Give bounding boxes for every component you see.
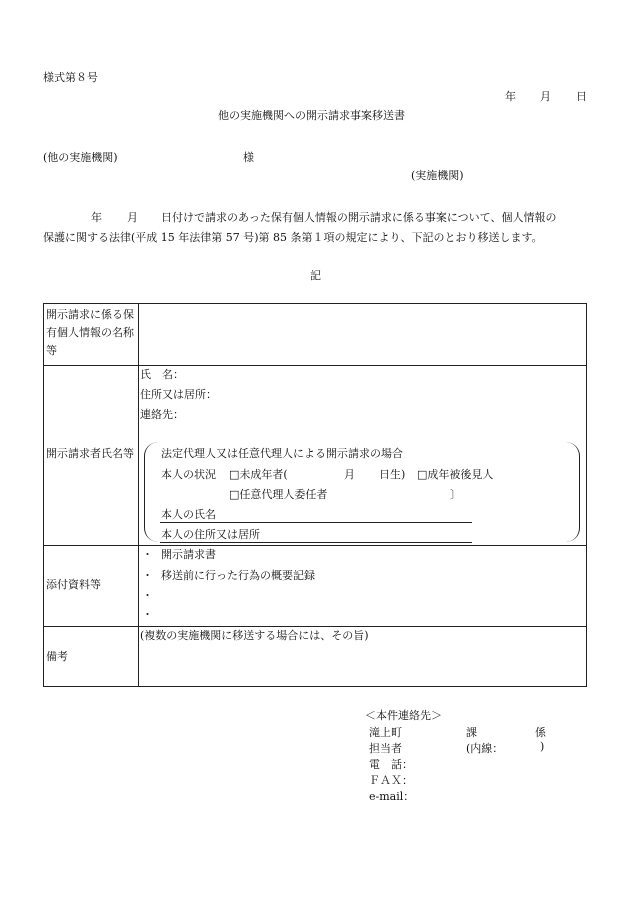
- date-month: 月: [540, 90, 551, 103]
- body-month: 月: [127, 211, 138, 224]
- form-number: 様式第８号: [43, 71, 98, 84]
- sender: (実施機関): [411, 169, 464, 182]
- principal-address-label: 本人の住所又は居所: [161, 528, 260, 541]
- contact-fax: ＦＡＸ：: [369, 774, 413, 787]
- agent-heading: 法定代理人又は任意代理人による開示請求の場合: [161, 447, 403, 460]
- row-divider-1: [44, 365, 586, 366]
- row3-label: 添付資料等: [46, 578, 101, 591]
- attachment-bullet-1: ・: [142, 548, 153, 561]
- contact-town: 滝上町: [369, 726, 402, 739]
- row1-label-line-3: 等: [46, 344, 57, 357]
- attachment-bullet-4: ・: [142, 608, 153, 621]
- principal-name-label: 本人の氏名: [161, 508, 216, 521]
- attachment-bullet-2: ・: [142, 569, 153, 582]
- contact-phone: 電 話：: [369, 758, 413, 771]
- row4-label: 備考: [46, 650, 68, 663]
- contact-email: e-mail：: [369, 790, 415, 803]
- body-line-2: 保護に関する法律(平成 15 年法律第 57 号)第 85 条第１項の規定により、下記のとおり移送します。: [43, 231, 543, 244]
- contact-heading: ＜本件連絡先＞: [365, 709, 442, 722]
- principal-address-underline: [160, 542, 472, 543]
- ki-heading: 記: [310, 269, 321, 282]
- contact-section: 課: [466, 726, 477, 739]
- row2-label: 開示請求者氏名等: [46, 447, 134, 460]
- date-year: 年: [505, 90, 516, 103]
- attachment-bullet-3: ・: [142, 589, 153, 602]
- honorific: 様: [243, 151, 254, 164]
- row-divider-2: [44, 545, 586, 546]
- minor-checkbox: □未成年者(: [229, 468, 288, 481]
- adult-ward-checkbox: □成年被後見人: [417, 468, 494, 481]
- row-divider-3: [44, 626, 586, 627]
- contact-extension: (内線：: [466, 742, 504, 755]
- row1-label-line-1: 開示請求に係る保: [46, 308, 134, 321]
- contact-extension-close: ): [540, 740, 545, 753]
- table-column-divider: [138, 304, 139, 686]
- document-title: 他の実施機関への開示請求事案移送書: [218, 109, 405, 122]
- voluntary-agent-checkbox: □任意代理人委任者: [229, 488, 328, 501]
- transfer-table: [43, 303, 587, 687]
- attachment-item-1: 開示請求書: [161, 548, 216, 561]
- date-day: 日: [576, 90, 587, 103]
- birth-month: 月: [344, 468, 355, 481]
- birth-day: 日生): [379, 468, 406, 481]
- remarks-note: (複数の実施機関に移送する場合には、その旨): [140, 629, 369, 642]
- requester-name-field: 氏 名：: [140, 368, 184, 381]
- requester-address-field: 住所又は居所：: [140, 388, 217, 401]
- principal-status-label: 本人の状況: [161, 468, 216, 481]
- attachment-item-2: 移送前に行った行為の概要記録: [161, 569, 315, 582]
- close-bracket: 〕: [450, 488, 461, 501]
- contact-unit: 係: [535, 726, 546, 739]
- requester-contact-field: 連絡先：: [140, 408, 184, 421]
- body-line-1: 日付けで請求のあった保有個人情報の開示請求に係る事案について、個人情報の: [161, 211, 557, 224]
- body-year: 年: [91, 211, 102, 224]
- contact-person: 担当者: [369, 742, 402, 755]
- row1-label-line-2: 有個人情報の名称: [46, 326, 134, 339]
- principal-name-underline: [160, 522, 472, 523]
- addressee: (他の実施機関): [43, 151, 118, 164]
